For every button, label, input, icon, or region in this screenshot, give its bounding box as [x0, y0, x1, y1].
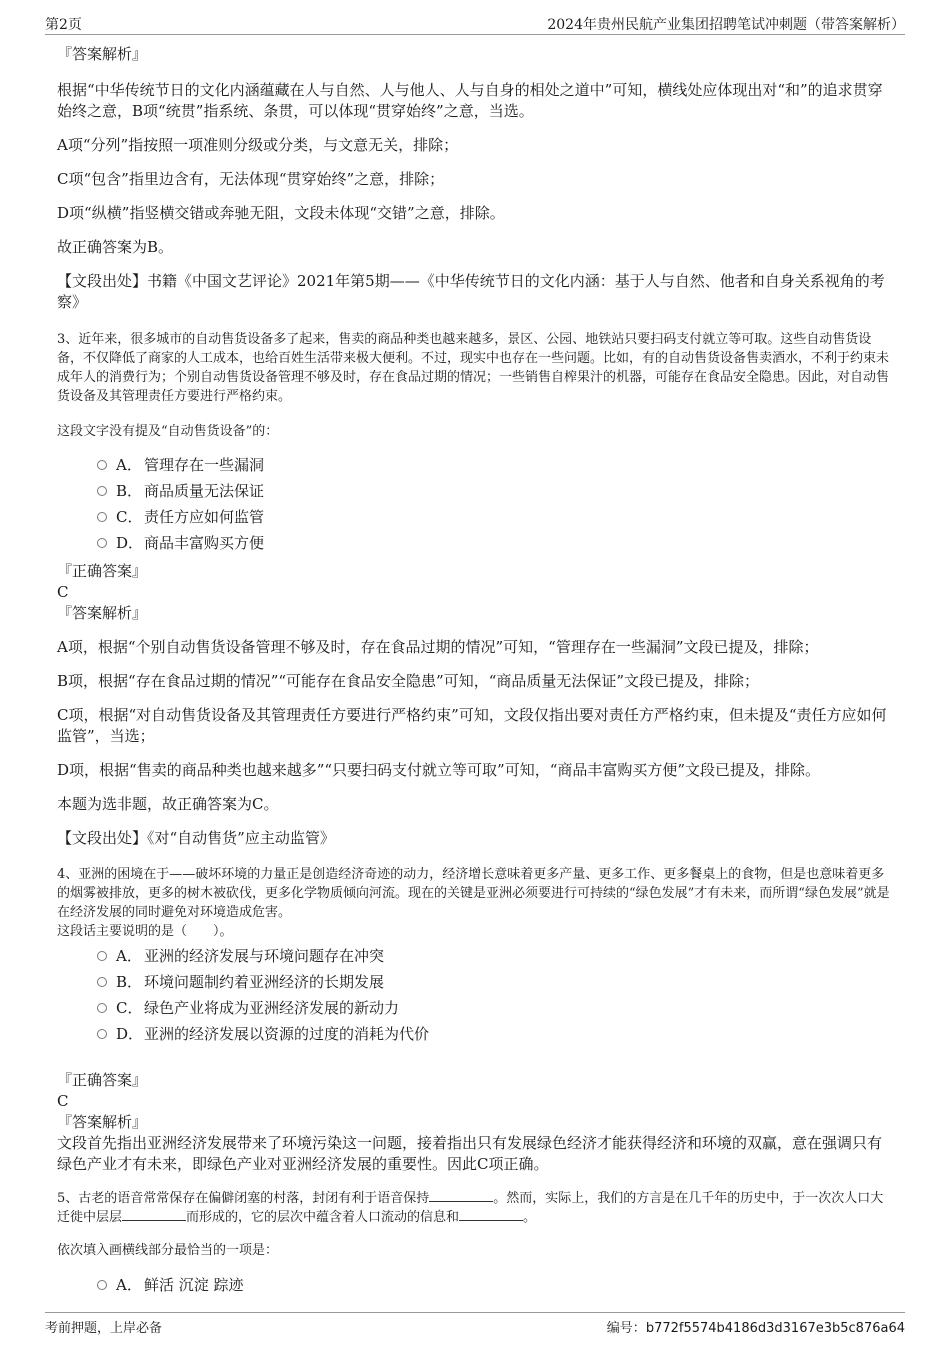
page-header [45, 14, 905, 35]
question-4-options [57, 943, 893, 1047]
option-b[interactable]: B． 商品质量无法保证 [57, 478, 893, 504]
page-content [57, 44, 893, 1298]
radio-icon[interactable] [97, 1280, 107, 1290]
question-3-prompt: 这段文字没有提及“自动售货设备”的： [57, 424, 279, 439]
correct-answer: C [57, 1092, 69, 1110]
radio-icon[interactable] [97, 1029, 107, 1039]
radio-icon[interactable] [97, 538, 107, 548]
analysis-conclusion: 故正确答案为B。 [57, 238, 174, 256]
option-c[interactable]: C． 责任方应如何监管 [57, 504, 893, 530]
analysis-conclusion: 本题为选非题，故正确答案为C。 [57, 795, 279, 813]
question-5-prompt: 依次填入画横线部分最恰当的一项是： [57, 1243, 279, 1258]
fill-blank [122, 1208, 186, 1221]
analysis-option-d: D项“纵横”指竖横交错或奔驰无阻，文段未体现“交错”之意，排除。 [57, 204, 505, 222]
analysis-option-d: D项，根据“售卖的商品种类也越来越多”“只要扫码支付就立等可取”可知，“商品丰富购买方便”文段已提及，排除。 [57, 761, 821, 779]
footer-slogan: 考前押题，上岸必备 [45, 1321, 163, 1336]
source-citation: 【文段出处】书籍《中国文艺评论》2021年第5期——《中华传统节日的文化内涵：基于人与自然、他者和自身关系视角的考察》 [57, 272, 885, 311]
option-d[interactable]: D．商品丰富购买方便 [57, 530, 893, 556]
page-number: 第2页 [45, 17, 82, 33]
correct-answer-label: 『正确答案』 [57, 1071, 148, 1089]
analysis-label: 『答案解析』 [57, 1113, 148, 1131]
radio-icon[interactable] [97, 486, 107, 496]
document-title: 2024年贵州民航产业集团招聘笔试冲刺题（带答案解析） [547, 17, 905, 33]
question-3-options [57, 452, 893, 556]
page-footer [45, 1312, 905, 1339]
analysis-label: 『答案解析』 [57, 604, 148, 622]
document-code: 编号：b772f5574b4186d3d3167e3b5c876a64 [606, 1321, 905, 1336]
fill-blank [459, 1208, 523, 1221]
question-5-options [57, 1272, 893, 1298]
option-a[interactable]: A． 管理存在一些漏洞 [57, 452, 893, 478]
analysis-option-c: C项“包含”指里边含有，无法体现“贯穿始终”之意，排除； [57, 170, 445, 188]
analysis-option-c: C项，根据“对自动售货设备及其管理责任方要进行严格约束”可知，文段仅指出要对责任方严格约束，但未提及“责任方应如何监管”，当选； [57, 706, 887, 745]
radio-icon[interactable] [97, 1003, 107, 1013]
correct-answer-label: 『正确答案』 [57, 562, 148, 580]
option-c[interactable]: C． 绿色产业将成为亚洲经济发展的新动力 [57, 995, 893, 1021]
option-a[interactable]: A． 鲜活 沉淀 踪迹 [57, 1272, 893, 1298]
analysis-option-a: A项，根据“个别自动售货设备管理不够及时，存在食品过期的情况”可知，“管理存在一些漏洞”文段已提及，排除； [57, 638, 819, 656]
analysis-option-a: A项“分列”指按照一项准则分级或分类，与文意无关，排除； [57, 136, 459, 154]
analysis-label: 『答案解析』 [57, 45, 148, 63]
option-a[interactable]: A． 亚洲的经济发展与环境问题存在冲突 [57, 943, 893, 969]
analysis-paragraph: 文段首先指出亚洲经济发展带来了环境污染这一问题，接着指出只有发展绿色经济才能获得经济和环境的双赢，意在强调只有绿色产业才有未来，即绿色产业对亚洲经济发展的重要性。因此C项正确。 [57, 1134, 883, 1173]
question-4-prompt: 这段话主要说明的是（ ）。 [57, 924, 233, 939]
source-citation: 【文段出处】《对“自动售货”应主动监管》 [57, 829, 335, 847]
radio-icon[interactable] [97, 977, 107, 987]
radio-icon[interactable] [97, 512, 107, 522]
question-3-passage: 3、近年来，很多城市的自动售货设备多了起来，售卖的商品种类也越来越多，景区、公园、地铁站只要扫码支付就立等可取。这些自动售货设备，不仅降低了商家的人工成本，也给百姓生活带来极大便利。不过，现实中也存在一些问题。比如，有的自动售货设备售卖酒水，不利于约束未成年人的消费行为；个别自动售货设备管理不够及时，存在食品过期的情况；一些销售自榨果汁的机器，可能存在食品安全隐患。因此，对自动售货设备及其管理责任方要进行严格约束。 [57, 332, 890, 404]
option-d[interactable]: D．亚洲的经济发展以资源的过度的消耗为代价 [57, 1021, 893, 1047]
question-4-passage: 4、亚洲的困境在于——破坏环境的力量正是创造经济奇迹的动力，经济增长意味着更多产量、更多工作、更多餐桌上的食物，但是也意味着更多的烟雾被排放，更多的树木被砍伐，更多化学物质倾向河流。现在的关键是亚洲必须要进行可持续的“绿色发展”才有未来，而所谓“绿色发展”就是在经济发展的同时避免对环境造成危害。 [57, 867, 890, 920]
option-b[interactable]: B． 环境问题制约着亚洲经济的长期发展 [57, 969, 893, 995]
analysis-paragraph: 根据“中华传统节日的文化内涵蕴藏在人与自然、人与他人、人与自身的相处之道中”可知，横线处应体现出对“和”的追求贯穿始终之意，B项“统贯”指系统、条贯，可以体现“贯穿始终”之意，当选。 [57, 81, 883, 120]
radio-icon[interactable] [97, 951, 107, 961]
analysis-option-b: B项，根据“存在食品过期的情况”“可能存在食品安全隐患”可知，“商品质量无法保证”文段已提及，排除； [57, 672, 760, 690]
radio-icon[interactable] [97, 460, 107, 470]
question-5-passage: 5、古老的语音常常保存在偏僻闭塞的村落，封闭有利于语音保持 。然而，实际上，我们的方言是在几千年的历史中，于一次次人口大迁徙中层层 而形成的，它的层次中蕴含着人口流动的信息和 。 [57, 1191, 884, 1225]
correct-answer: C [57, 583, 69, 601]
fill-blank [429, 1189, 493, 1202]
